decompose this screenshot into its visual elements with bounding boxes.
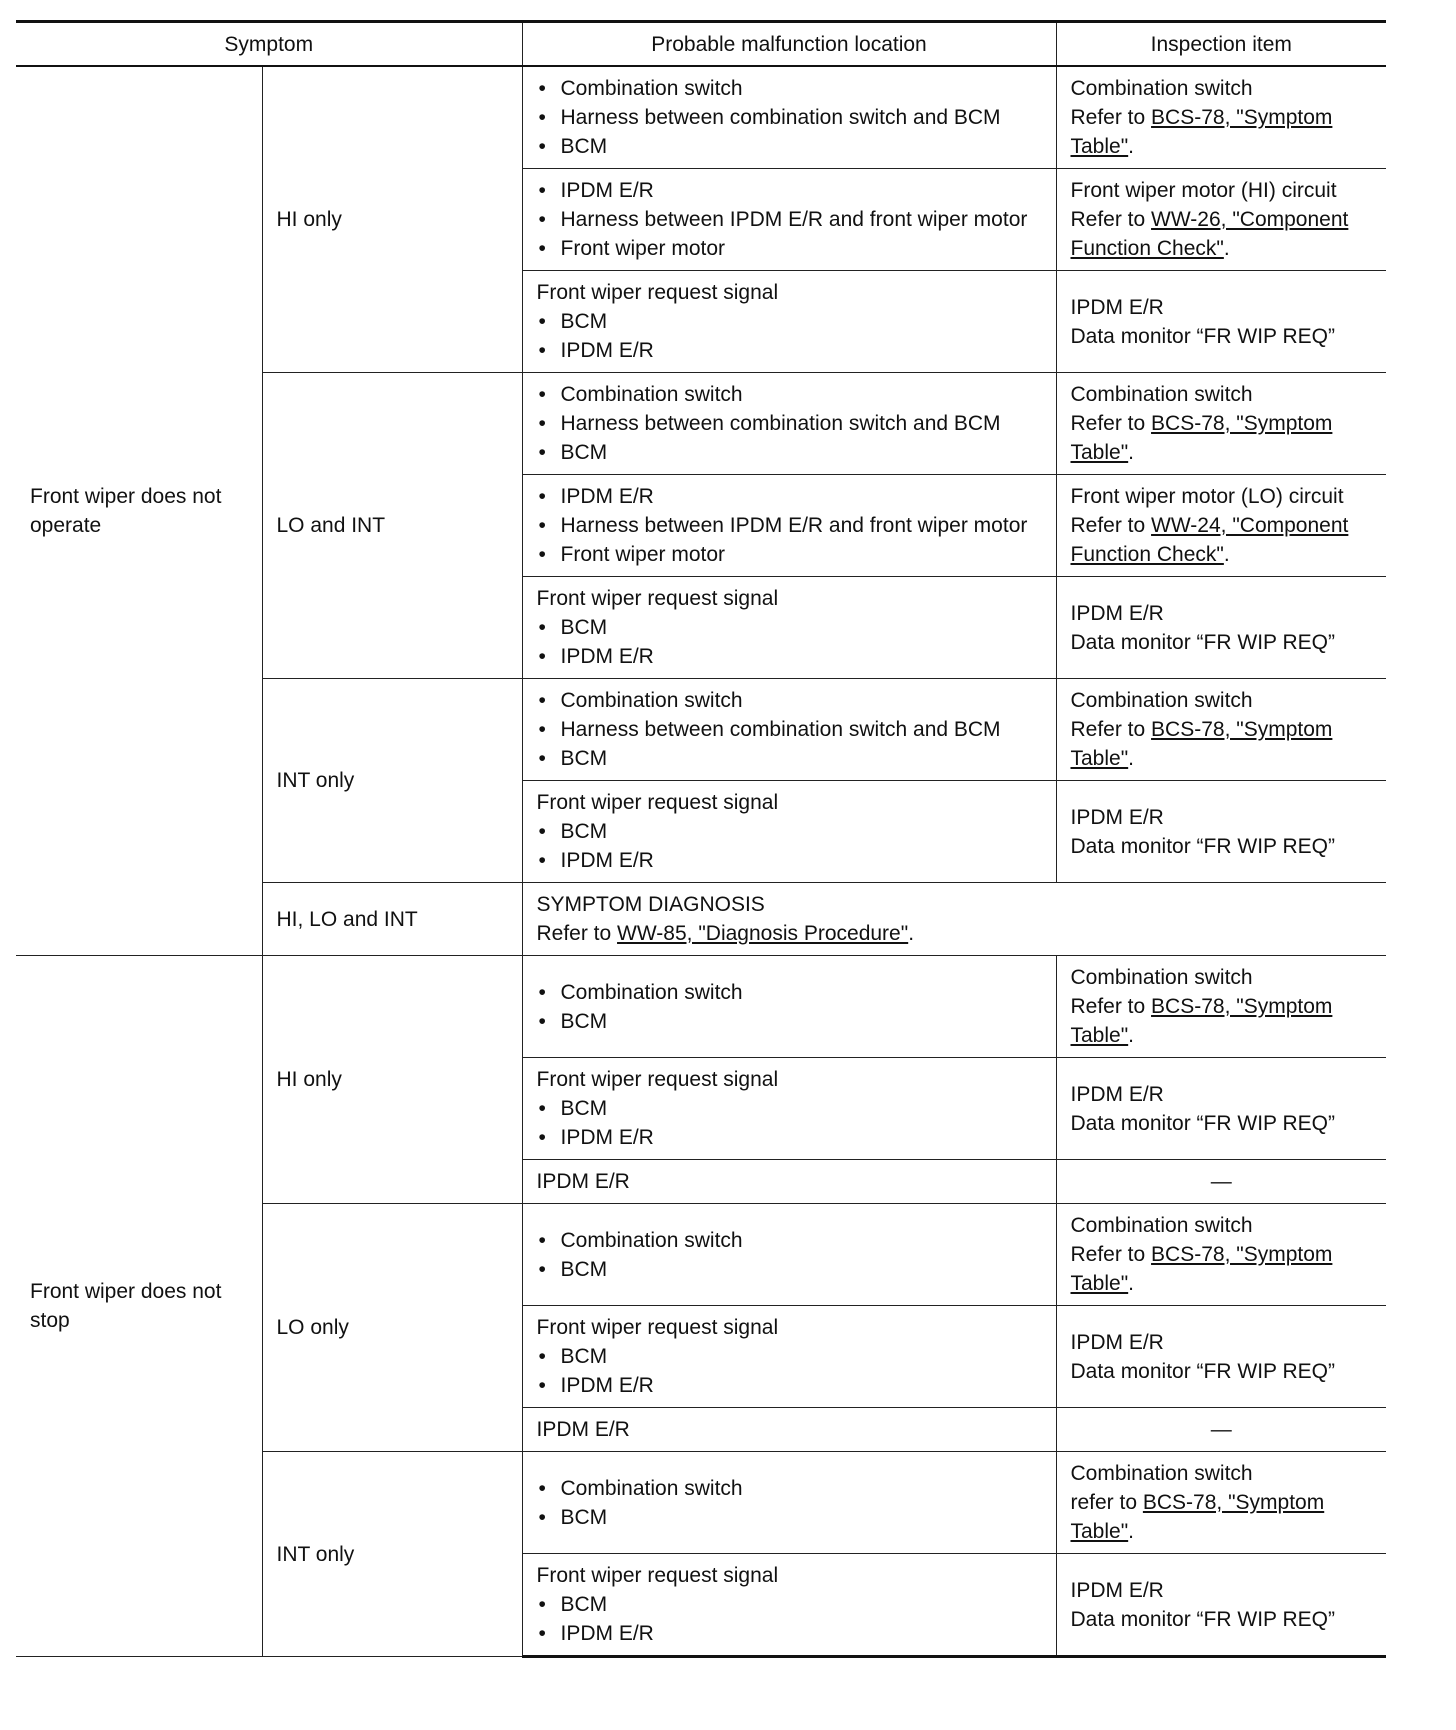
location-item: • Combination switch: [537, 978, 1042, 1007]
inspection-cell: [1056, 1408, 1386, 1452]
location-item: • Front wiper motor: [537, 234, 1042, 263]
reference-prefix: Refer to: [1070, 106, 1152, 129]
inspection-reference-line: [1071, 205, 1373, 263]
location-heading: Front wiper request signal: [536, 791, 779, 814]
inspection-cell: [1056, 781, 1386, 883]
condition-cell: HI, LO and INT: [262, 883, 522, 956]
location-cell: [522, 1408, 1056, 1452]
location-item: • IPDM E/R: [537, 1123, 1042, 1152]
location-item: • Front wiper motor: [537, 540, 1042, 569]
reference-link[interactable]: WW-26, "Component Function Check": [1070, 208, 1349, 260]
inspection-cell: [1056, 1452, 1386, 1554]
location-item: • BCM: [537, 307, 1042, 336]
reference-link[interactable]: BCS-78, "Symptom Table": [1070, 1491, 1325, 1543]
reference-prefix: Refer to: [1070, 208, 1152, 231]
condition-cell: LO and INT: [262, 373, 522, 679]
location-item: • BCM: [537, 132, 1042, 161]
location-heading: Front wiper request signal: [536, 1564, 779, 1587]
location-list: [537, 1474, 1042, 1532]
inspection-title: SYMPTOM DIAGNOSIS: [536, 893, 765, 916]
inspection-cell: [1056, 577, 1386, 679]
location-cell: [522, 1204, 1056, 1306]
location-item: • IPDM E/R: [537, 482, 1042, 511]
inspection-title: Combination switch: [1070, 77, 1253, 100]
location-cell: [522, 271, 1056, 373]
location-heading: Front wiper request signal: [536, 1068, 779, 1091]
inspection-reference-line: [1071, 992, 1373, 1050]
inspection-detail: Data monitor “FR WIP REQ”: [1070, 834, 1335, 858]
merged-cell: [522, 883, 1386, 956]
location-cell: [522, 66, 1056, 169]
location-item: • Harness between IPDM E/R and front wiper motor: [537, 511, 1042, 540]
inspection-detail: Data monitor “FR WIP REQ”: [1070, 324, 1335, 348]
reference-prefix: Refer to: [1070, 412, 1152, 435]
reference-link[interactable]: WW-24, "Component Function Check": [1070, 514, 1349, 566]
symptom-table: [16, 20, 1386, 1658]
reference-prefix: Refer to: [536, 922, 618, 945]
location-item: • BCM: [537, 1007, 1042, 1036]
empty-dash: —: [1210, 1418, 1232, 1441]
inspection-cell: [1056, 1160, 1386, 1204]
reference-prefix: refer to: [1070, 1491, 1143, 1514]
condition-cell: LO only: [262, 1204, 522, 1452]
diagnosis-table-container: [16, 20, 1386, 1658]
location-cell: [522, 577, 1056, 679]
location-item: • IPDM E/R: [537, 642, 1042, 671]
inspection-title: IPDM E/R: [1070, 1578, 1164, 1602]
inspection-detail: Data monitor “FR WIP REQ”: [1070, 1607, 1335, 1631]
header-symptom: Symptom: [16, 22, 522, 67]
inspection-reference-line: [1071, 103, 1373, 161]
reference-suffix: .: [1128, 747, 1135, 770]
location-item: • BCM: [537, 1342, 1042, 1371]
reference-prefix: Refer to: [1070, 718, 1152, 741]
inspection-reference-line: [1071, 1488, 1373, 1546]
inspection-cell: [1056, 1554, 1386, 1657]
condition-cell: HI only: [262, 66, 522, 373]
inspection-cell: [1056, 956, 1386, 1058]
inspection-reference-line: [537, 919, 1373, 948]
reference-link[interactable]: BCS-78, "Symptom Table": [1070, 718, 1333, 770]
inspection-title: IPDM E/R: [1070, 295, 1164, 319]
location-list: [537, 176, 1042, 263]
location-cell: [522, 1554, 1056, 1657]
location-item: • BCM: [537, 438, 1042, 467]
header-location: Probable malfunction location: [522, 22, 1056, 67]
inspection-title: Combination switch: [1070, 689, 1253, 712]
location-item: • Combination switch: [537, 686, 1042, 715]
location-cell: [522, 956, 1056, 1058]
location-list: [537, 978, 1042, 1036]
inspection-title: Combination switch: [1070, 966, 1253, 989]
location-item: • Combination switch: [537, 1474, 1042, 1503]
reference-prefix: Refer to: [1070, 514, 1152, 537]
location-cell: [522, 1058, 1056, 1160]
inspection-cell: [1056, 271, 1386, 373]
location-item: • Combination switch: [537, 380, 1042, 409]
inspection-cell: [1056, 475, 1386, 577]
location-item: • IPDM E/R: [537, 176, 1042, 205]
inspection-cell: [1056, 1058, 1386, 1160]
location-list: [537, 613, 1042, 671]
location-list: [537, 1226, 1042, 1284]
location-item: • Combination switch: [537, 1226, 1042, 1255]
inspection-cell: [1056, 66, 1386, 169]
inspection-reference-line: [1071, 511, 1373, 569]
location-list: [537, 482, 1042, 569]
location-item: • IPDM E/R: [537, 1371, 1042, 1400]
location-item: • BCM: [537, 1255, 1042, 1284]
location-heading: IPDM E/R: [536, 1418, 630, 1441]
location-item: • IPDM E/R: [537, 1619, 1042, 1648]
location-list: [537, 686, 1042, 773]
condition-cell: INT only: [262, 1452, 522, 1657]
location-cell: [522, 1160, 1056, 1204]
location-heading: Front wiper request signal: [536, 587, 779, 610]
inspection-title: Combination switch: [1070, 383, 1253, 406]
inspection-detail: Data monitor “FR WIP REQ”: [1070, 1359, 1335, 1383]
location-item: • BCM: [537, 744, 1042, 773]
inspection-title: Combination switch: [1070, 1214, 1253, 1237]
inspection-title: Front wiper motor (LO) circuit: [1070, 485, 1344, 508]
inspection-reference-line: [1071, 409, 1373, 467]
reference-prefix: Refer to: [1070, 1243, 1152, 1266]
inspection-detail: Data monitor “FR WIP REQ”: [1070, 1111, 1335, 1135]
inspection-detail: Data monitor “FR WIP REQ”: [1070, 630, 1335, 654]
inspection-title: Front wiper motor (HI) circuit: [1070, 179, 1337, 202]
location-item: • Harness between combination switch and BCM: [537, 103, 1042, 132]
location-cell: [522, 679, 1056, 781]
location-cell: [522, 781, 1056, 883]
location-cell: [522, 475, 1056, 577]
symptom-cell: Front wiper does not stop: [16, 956, 262, 1657]
location-item: • Harness between IPDM E/R and front wiper motor: [537, 205, 1042, 234]
header-inspection: Inspection item: [1056, 22, 1386, 67]
condition-cell: INT only: [262, 679, 522, 883]
location-item: • IPDM E/R: [537, 846, 1042, 875]
location-item: • BCM: [537, 613, 1042, 642]
location-list: [537, 1342, 1042, 1400]
table-row: [16, 66, 1386, 169]
location-item: • Harness between combination switch and BCM: [537, 409, 1042, 438]
reference-suffix: .: [908, 922, 915, 945]
location-list: [537, 1590, 1042, 1648]
location-cell: [522, 169, 1056, 271]
inspection-cell: [1056, 1306, 1386, 1408]
table-header-row: [16, 22, 1386, 67]
location-list: [537, 380, 1042, 467]
reference-link[interactable]: BCS-78, "Symptom Table": [1070, 995, 1333, 1047]
location-list: [537, 1094, 1042, 1152]
reference-suffix: .: [1128, 1520, 1135, 1543]
inspection-title: IPDM E/R: [1070, 805, 1164, 829]
location-item: • IPDM E/R: [537, 336, 1042, 365]
location-cell: [522, 1306, 1056, 1408]
location-item: • BCM: [537, 817, 1042, 846]
inspection-reference-line: [1071, 715, 1373, 773]
location-list: [537, 817, 1042, 875]
inspection-cell: [1056, 679, 1386, 781]
inspection-title: IPDM E/R: [1070, 1082, 1164, 1106]
location-item: • Combination switch: [537, 74, 1042, 103]
location-list: [537, 307, 1042, 365]
inspection-cell: [1056, 373, 1386, 475]
inspection-title: IPDM E/R: [1070, 601, 1164, 625]
inspection-title: IPDM E/R: [1070, 1330, 1164, 1354]
symptom-cell: Front wiper does not operate: [16, 66, 262, 956]
reference-prefix: Refer to: [1070, 995, 1152, 1018]
table-row: [16, 956, 1386, 1058]
reference-suffix: .: [1223, 543, 1230, 566]
location-list: [537, 74, 1042, 161]
reference-suffix: .: [1128, 1272, 1135, 1295]
location-item: • BCM: [537, 1590, 1042, 1619]
reference-link[interactable]: BCS-78, "Symptom Table": [1070, 106, 1333, 158]
reference-suffix: .: [1128, 1024, 1135, 1047]
reference-link[interactable]: WW-85, "Diagnosis Procedure": [617, 922, 909, 945]
location-heading: Front wiper request signal: [536, 1316, 779, 1339]
location-item: • BCM: [537, 1503, 1042, 1532]
reference-link[interactable]: BCS-78, "Symptom Table": [1070, 412, 1333, 464]
reference-link[interactable]: BCS-78, "Symptom Table": [1070, 1243, 1333, 1295]
inspection-title: Combination switch: [1070, 1462, 1253, 1485]
reference-suffix: .: [1223, 237, 1230, 260]
table-body: [16, 66, 1386, 1657]
inspection-cell: [1056, 1204, 1386, 1306]
location-heading: Front wiper request signal: [536, 281, 779, 304]
location-item: • BCM: [537, 1094, 1042, 1123]
location-cell: [522, 373, 1056, 475]
condition-cell: HI only: [262, 956, 522, 1204]
reference-suffix: .: [1128, 441, 1135, 464]
inspection-cell: [1056, 169, 1386, 271]
location-item: • Harness between combination switch and BCM: [537, 715, 1042, 744]
empty-dash: —: [1210, 1170, 1232, 1193]
inspection-reference-line: [1071, 1240, 1373, 1298]
location-heading: IPDM E/R: [536, 1170, 630, 1193]
location-cell: [522, 1452, 1056, 1554]
reference-suffix: .: [1128, 135, 1135, 158]
